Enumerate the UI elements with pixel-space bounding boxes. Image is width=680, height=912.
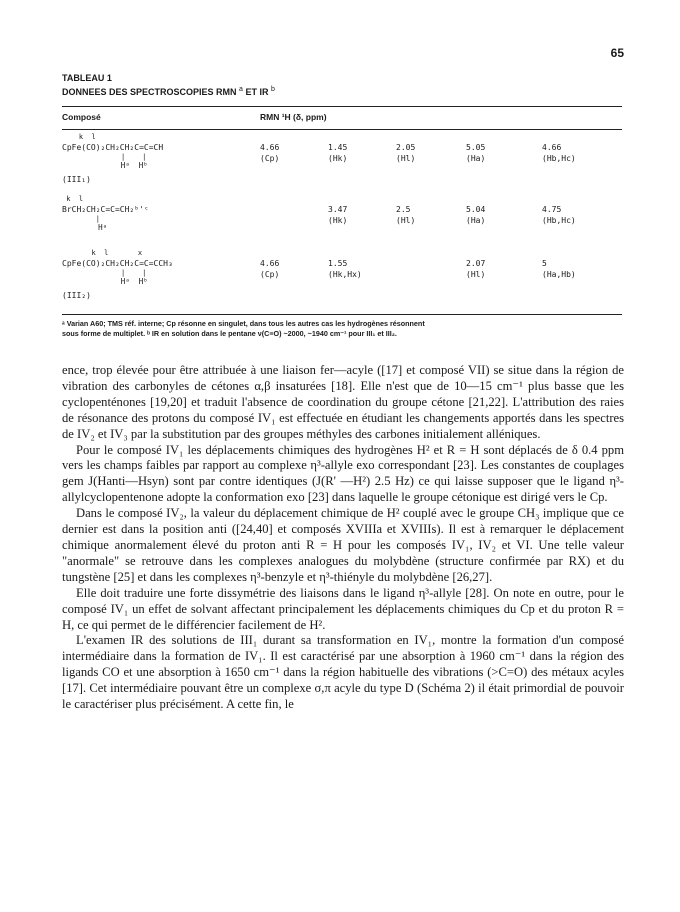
compound-formula <box>62 246 262 308</box>
nmr-assignment: (Cp) <box>260 270 280 279</box>
formula-bonds: | <box>62 215 100 223</box>
table-subtitle-sup-b: b <box>270 86 275 93</box>
nmr-cell <box>466 258 485 280</box>
nmr-assignment: (Hb,Hc) <box>542 154 576 163</box>
nmr-shift-value: 2.5 <box>396 205 411 214</box>
formula-locants: k l x <box>62 249 143 257</box>
header-compound: Composé <box>62 112 101 122</box>
formula-hydrogens: Hᵃ <box>62 223 108 232</box>
nmr-cell <box>396 142 415 164</box>
table-header-row <box>62 107 622 129</box>
nmr-assignment: (Cp) <box>260 154 280 163</box>
nmr-cell <box>328 204 347 226</box>
body-text <box>62 363 624 713</box>
nmr-shift-value: 4.66 <box>260 143 280 152</box>
nmr-assignment: (Ha,Hb) <box>542 270 576 279</box>
nmr-assignment: (Hl) <box>396 154 416 163</box>
footnote-b: sous forme de multiplet. ᵇ IR en solution dans le pentane ν(C≡O) ~2000, ~1940 cm⁻¹ pour III₁ et III₂. <box>62 329 397 338</box>
nmr-cell <box>260 258 279 280</box>
nmr-assignment: (Hk,Hx) <box>328 270 362 279</box>
nmr-shift-value: 5 <box>542 259 547 268</box>
table-subtitle-mid: ET IR <box>242 87 271 97</box>
nmr-cell <box>542 142 576 164</box>
nmr-cell <box>396 204 415 226</box>
compound-row <box>62 192 622 246</box>
nmr-shift-value: 1.55 <box>328 259 348 268</box>
nmr-cell <box>466 142 485 164</box>
nmr-cell <box>542 258 576 280</box>
nmr-assignment: (Hk) <box>328 154 348 163</box>
nmr-shift-value: 4.66 <box>542 143 562 152</box>
nmr-shift-value: 5.05 <box>466 143 486 152</box>
nmr-shift-value: 4.66 <box>260 259 280 268</box>
compound-label: (III₁) <box>62 175 91 184</box>
nmr-assignment: (Hk) <box>328 216 348 225</box>
nmr-cell <box>328 142 347 164</box>
formula-locants: k l <box>62 195 84 203</box>
footnote-a: ᵃ Varian A60; TMS réf. interne; Cp résonne en singulet, dans tous les autres cas les hydrogènes résonnent <box>62 319 425 328</box>
formula-text: CpFe(CO)₂CH₂CH₂C=C=CH <box>62 143 164 152</box>
nmr-shift-value: 2.07 <box>466 259 486 268</box>
table-body <box>62 130 622 308</box>
table-footnote <box>62 314 622 339</box>
compound-row <box>62 130 622 192</box>
page-number: 65 <box>610 46 624 60</box>
nmr-cell <box>328 258 362 280</box>
header-rmn: RMN ¹H (δ, ppm) <box>260 112 327 122</box>
body-paragraph: Pour le composé IV₁ les déplacements chimiques des hydrogènes H² et R = H sont déplacés de δ 0.4 ppm vers les champs faibles par rapport au complexe η³-allyle exo correspondant [23]. Les constantes de couplages gem J(Hanti—Hsyn) sont par contre identiques (J(R' —H²) 2.5 Hz) ce qui laisse supposer que le ligand η³-allylcyclopentenone adopte la conformation exo [23] dans laquelle le groupe cétonique est dirigé vers le Cp. <box>62 442 624 505</box>
nmr-assignment: (Hb,Hc) <box>542 216 576 225</box>
nmr-cell <box>542 204 576 226</box>
table-1 <box>62 72 622 339</box>
table-title: TABLEAU 1 <box>62 73 112 83</box>
compound-row <box>62 246 622 308</box>
formula-text: CpFe(CO)₂CH₂CH₂C=C=CCH₃ <box>62 259 173 268</box>
formula-bonds: | | <box>62 153 147 161</box>
body-paragraph: L'examen IR des solutions de III₁ durant sa transformation en IV₁, montre la formation d'un composé intermédiaire dans la formation de IV₁. Il est caractérisé par une absorption à 1960 cm⁻¹ dans la région des ligands CO et une absorption à 1650 cm⁻¹ dans la région habituelle des vibrations (>C=O) des métaux acyles [17]. Cet intermédiaire pouvant être un complexe σ,π acyle du type D (Schéma 2) il était primordial de pouvoir le caractériser plus précisément. A cette fin, le <box>62 633 624 712</box>
body-paragraph: ence, trop élevée pour être attribuée à une liaison fer—acyle ([17] et composé VII) se situe dans la région de vibration des carbonyles de cétones α,β insaturées [18]. Elle n'est que de 10—15 cm⁻¹ plus basse que les cyclopenténones [19,20] et traduit l'absence de coordination du groupe cétone [21,22]. L'attribution des raies de résonance des protons du composé IV₁ est effectuée en étudiant les changements apportés dans les spectres de IV₂ et IV₃ par la substitution par des groupes méthyles des carbones initialement alléniques. <box>62 363 624 441</box>
formula-hydrogens: Hᵃ Hᵇ <box>62 277 148 286</box>
table-subtitle <box>62 84 622 98</box>
formula-hydrogens: Hᵃ Hᵇ <box>62 161 148 170</box>
compound-label: (III₂) <box>62 291 91 300</box>
table-subtitle-sup-a: a <box>239 86 243 93</box>
nmr-assignment: (Ha) <box>466 216 486 225</box>
compound-formula <box>62 192 262 246</box>
nmr-shift-value: 1.45 <box>328 143 348 152</box>
nmr-assignment: (Ha) <box>466 154 486 163</box>
nmr-assignment: (Hl) <box>396 216 416 225</box>
table-subtitle-text: DONNEES DES SPECTROSCOPIES RMN <box>62 87 237 97</box>
formula-text: BrCH₂CH₂C=C=CH₂ᵇ'ᶜ <box>62 205 149 214</box>
nmr-cell <box>466 204 485 226</box>
formula-bonds: | | <box>62 269 147 277</box>
nmr-shift-value: 3.47 <box>328 205 348 214</box>
formula-locants: k l <box>62 133 96 141</box>
body-paragraph: Dans le composé IV₂, la valeur du déplacement chimique de H² couplé avec le groupe CH₃ implique que ce dernier est dans la position anti ([24,40] et composés XVIIIa et XVIIIs). Il est à remarquer le déplacement chimique anormalement élevé du proton anti R = H pour les composés IV₁, IV₂ et VI. Une telle valeur "anormale" se retrouve dans les complexes analogues du molybdène (structure confirmée par RX) et du tungstène [25] et dans les complexes η³-benzyle et η³-thiényle du molybdène [26,27]. <box>62 506 624 584</box>
nmr-shift-value: 2.05 <box>396 143 416 152</box>
nmr-assignment: (Hl) <box>466 270 486 279</box>
nmr-cell <box>260 142 279 164</box>
body-paragraph: Elle doit traduire une forte dissymétrie des liaisons dans le ligand η³-allyle [28]. On note en outre, pour le composé IV₁ un effet de solvant affectant principalement les déplacements chimiques du Cp et du proton R = H, ce qui permet de le différencier facilement de H². <box>62 585 624 632</box>
compound-formula <box>62 130 262 192</box>
nmr-shift-value: 5.04 <box>466 205 486 214</box>
nmr-shift-value: 4.75 <box>542 205 562 214</box>
